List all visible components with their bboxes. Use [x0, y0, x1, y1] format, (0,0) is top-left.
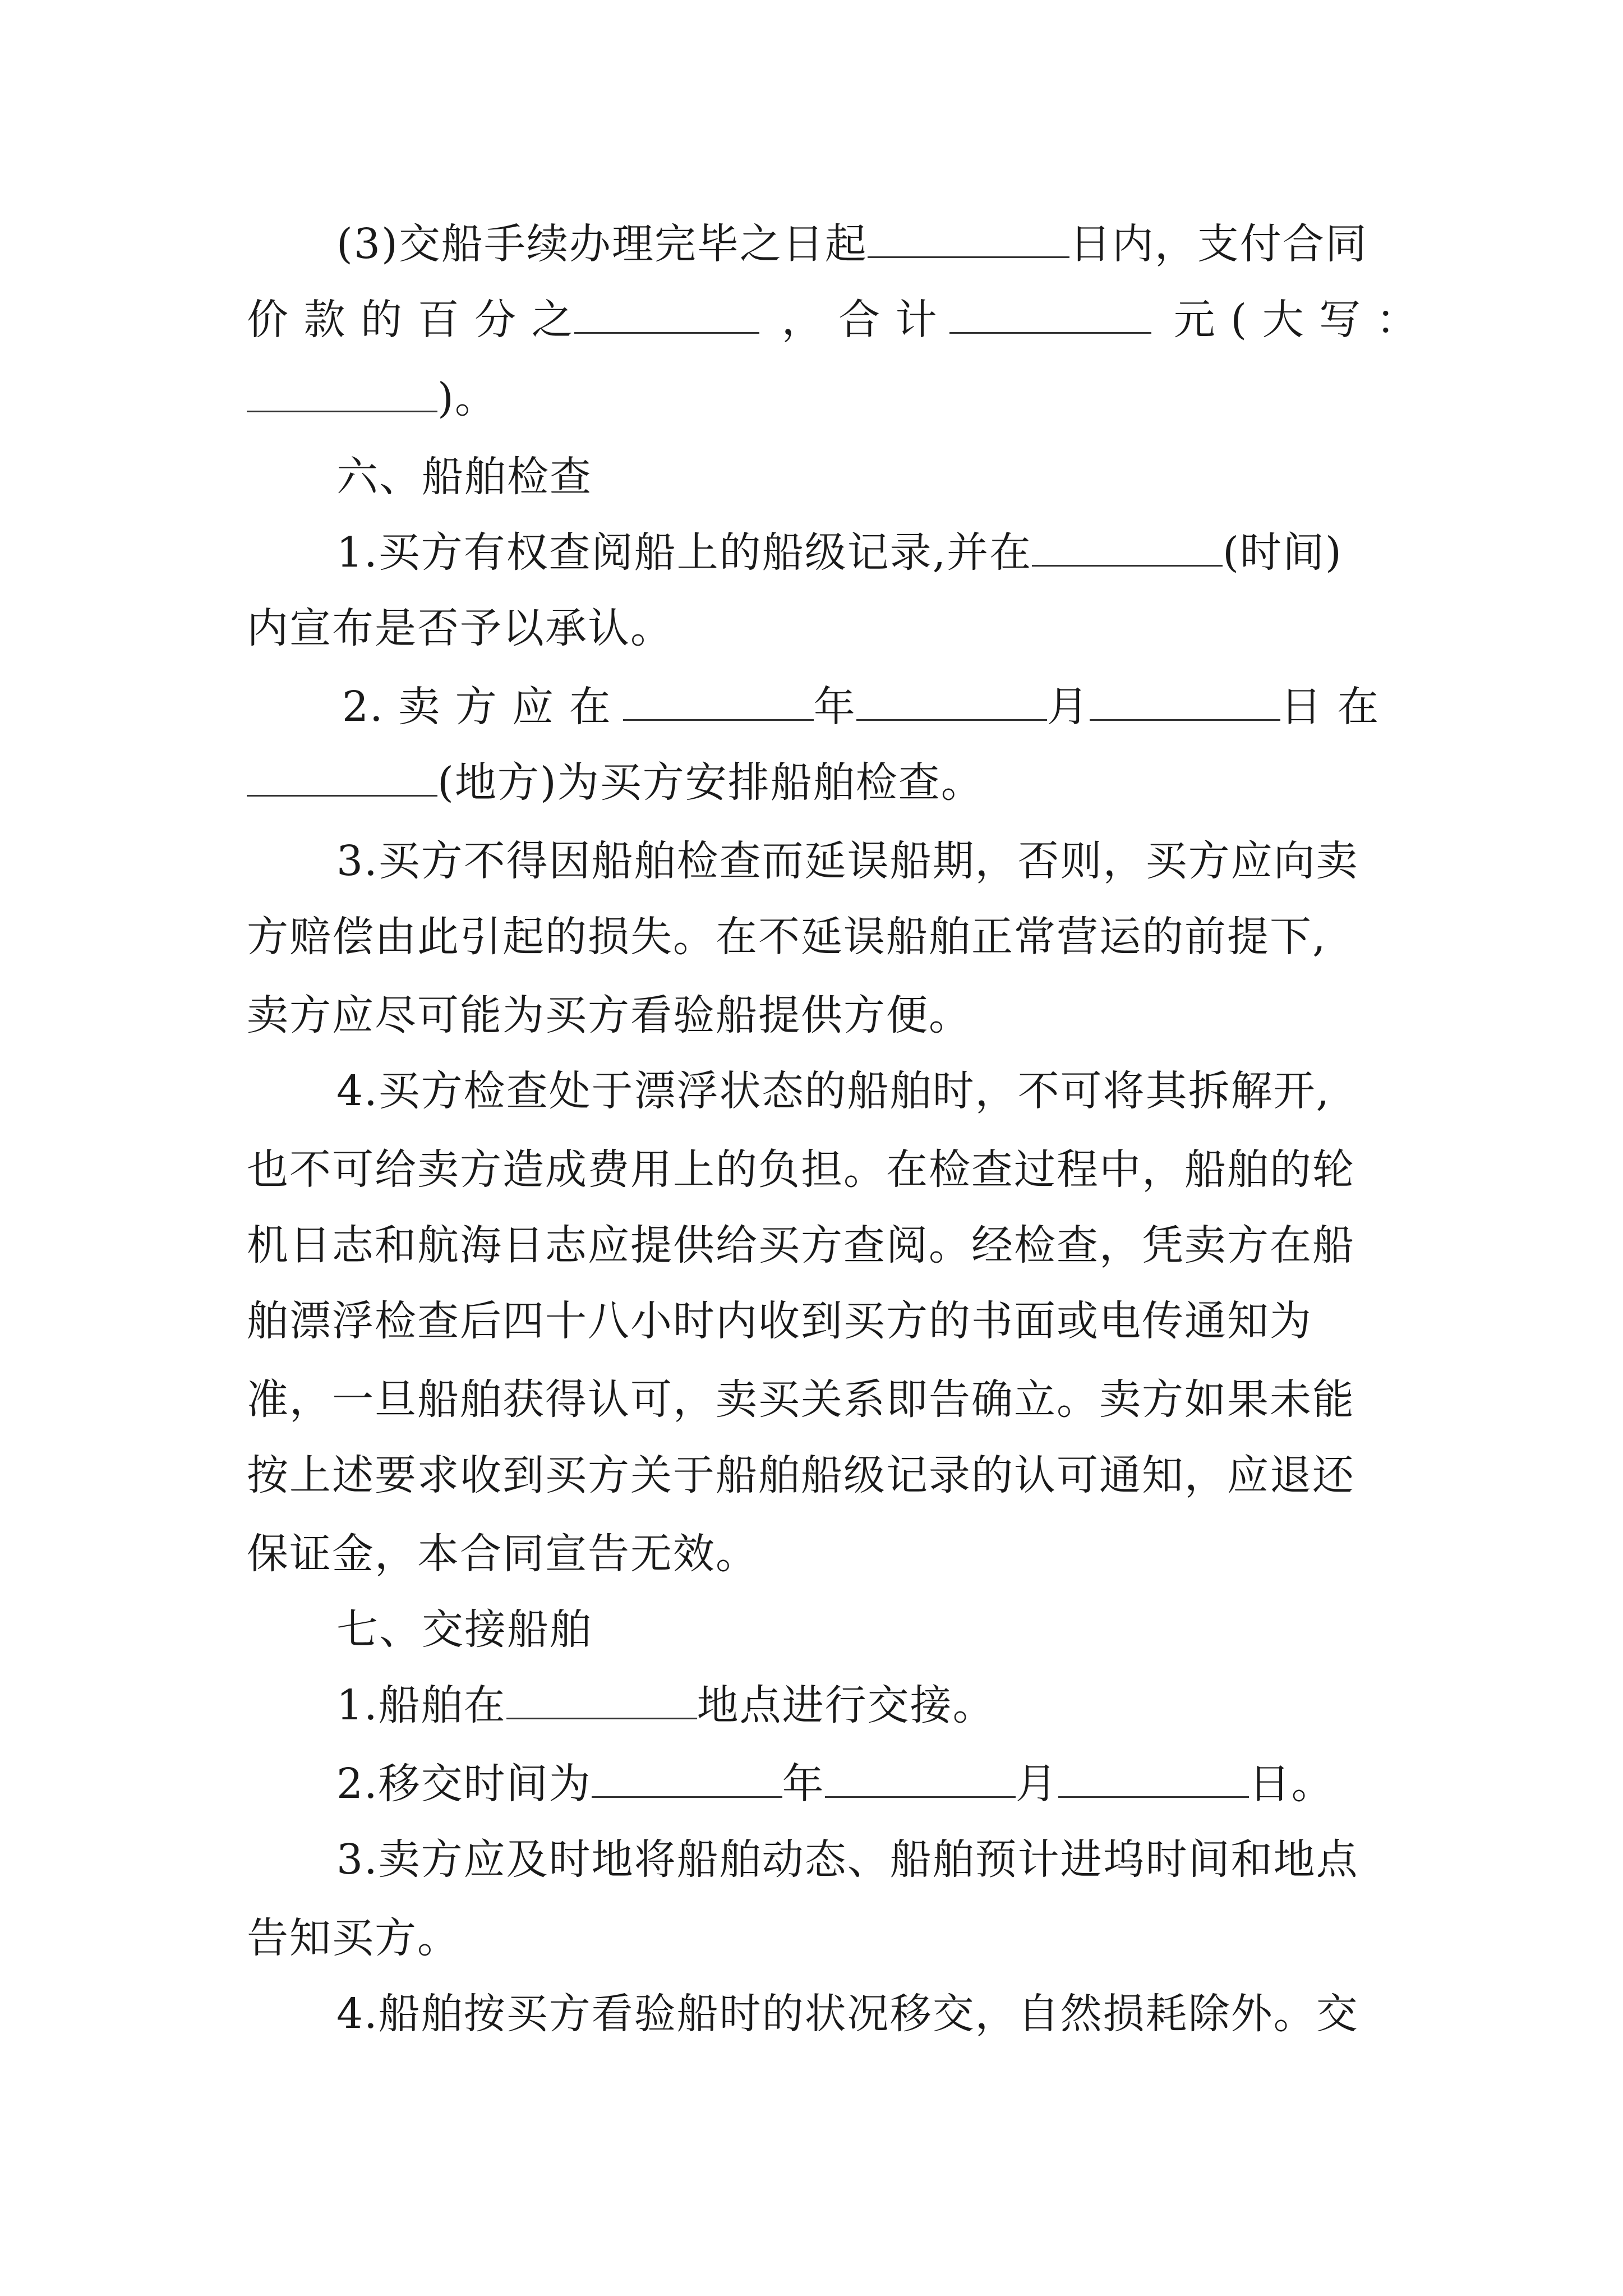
text-segment: )。	[437, 374, 497, 422]
text-segment: 年	[782, 1760, 825, 1808]
text-segment: 日。	[1248, 1760, 1334, 1808]
text-segment: 元 ( 大 写 ：	[1173, 296, 1419, 344]
paragraph-line: 4.船舶按买方看验船时的状况移交，自然损耗除外。交	[336, 1990, 1359, 2038]
text-segment: ， 合 计	[781, 296, 938, 344]
paragraph-line	[336, 1756, 1334, 1812]
text-segment: 年	[813, 683, 856, 731]
paragraph-line: 舶漂浮检查后四十八小时内收到买方的书面或电传通知为	[247, 1297, 1312, 1345]
paragraph-line: 也不可给卖方造成费用上的负担。在检查过程中，船舶的轮	[247, 1145, 1355, 1194]
fill-blank	[1090, 680, 1280, 721]
paragraph-line: 按上述要求收到买方关于船舶船级记录的认可通知，应退还	[247, 1451, 1355, 1499]
text-segment: (时间)	[1223, 528, 1343, 577]
paragraph-line	[247, 292, 1419, 348]
paragraph-line: 保证金，本合同宣告无效。	[247, 1530, 758, 1578]
fill-blank	[1058, 1757, 1249, 1798]
paragraph-line: 准，一旦船舶获得认可，卖买关系即告确立。卖方如果未能	[247, 1375, 1355, 1424]
fill-blank	[592, 1757, 782, 1798]
fill-blank	[247, 756, 437, 797]
text-segment: 日 在	[1280, 683, 1380, 731]
paragraph-line: 3.卖方应及时地将船舶动态、船舶预计进坞时间和地点	[336, 1835, 1359, 1884]
text-segment: 日内，支付合同	[1069, 220, 1368, 268]
fill-blank	[825, 1757, 1016, 1798]
section-heading: 六、船舶检查	[336, 453, 592, 501]
text-segment: (地方)为买方安排船舶检查。	[437, 758, 984, 807]
fill-blank	[247, 371, 437, 412]
fill-blank	[623, 680, 814, 721]
text-segment: 价 款 的 百 分 之	[247, 296, 574, 344]
paragraph-line	[247, 370, 497, 426]
text-segment: 月	[1015, 1760, 1058, 1808]
paragraph-line: 方赔偿由此引起的损失。在不延误船舶正常营运的前提下,	[247, 913, 1327, 961]
fill-blank	[1032, 526, 1223, 567]
paragraph-line	[336, 1677, 995, 1733]
paragraph-line: 3.买方不得因船舶检查而延误船期，否则，买方应向卖	[336, 837, 1359, 885]
paragraph-line: 机日志和航海日志应提供给买方查阅。经检查，凭卖方在船	[247, 1221, 1355, 1269]
paragraph-line	[342, 679, 1380, 735]
paragraph-line: 内宣布是否予以承认。	[247, 604, 673, 652]
paragraph-line	[336, 216, 1368, 272]
text-segment: 2. 卖 方 应 在	[342, 683, 612, 731]
text-segment: 1.船舶在	[336, 1681, 506, 1729]
text-segment: (3)交船手续办理完毕之日起	[336, 220, 868, 268]
fill-blank	[868, 217, 1069, 258]
fill-blank	[506, 1678, 697, 1719]
text-segment: 月	[1046, 683, 1090, 731]
text-segment: 地点进行交接。	[697, 1681, 995, 1729]
paragraph-line	[336, 524, 1343, 581]
fill-blank	[856, 680, 1047, 721]
fill-blank	[949, 293, 1151, 334]
paragraph-line: 卖方应尽可能为买方看验船提供方便。	[247, 991, 971, 1039]
text-segment: 2.移交时间为	[336, 1760, 592, 1808]
text-segment: 1.买方有权查阅船上的船级记录,并在	[336, 528, 1032, 577]
fill-blank	[574, 293, 759, 334]
paragraph-line: 4.买方检查处于漂浮状态的船舶时，不可将其拆解开,	[336, 1067, 1331, 1115]
section-heading: 七、交接船舶	[336, 1605, 592, 1654]
paragraph-line: 告知买方。	[247, 1914, 460, 1962]
paragraph-line	[247, 754, 984, 811]
